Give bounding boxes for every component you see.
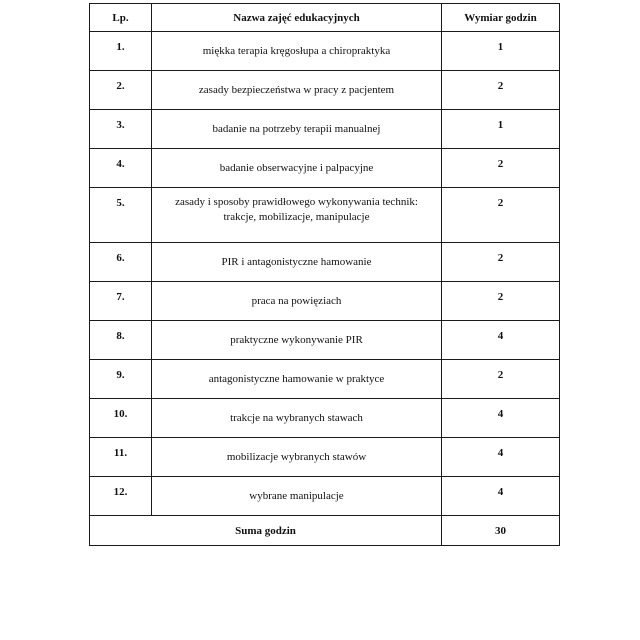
- row-number: 12.: [90, 477, 152, 516]
- course-hours: 2: [442, 360, 560, 399]
- course-name: badanie na potrzeby terapii manualnej: [152, 110, 442, 149]
- header-course-name: Nazwa zajęć edukacyjnych: [152, 4, 442, 32]
- course-hours: 2: [442, 71, 560, 110]
- row-number: 2.: [90, 71, 152, 110]
- course-name: PIR i antagonistyczne hamowanie: [152, 243, 442, 282]
- table-row: [90, 360, 560, 399]
- table-row: [90, 110, 560, 149]
- course-hours: 2: [442, 282, 560, 321]
- row-number: 8.: [90, 321, 152, 360]
- table-row: [90, 243, 560, 282]
- course-hours: 4: [442, 477, 560, 516]
- course-hours: 4: [442, 399, 560, 438]
- course-name: miękka terapia kręgosłupa a chiropraktyka: [152, 32, 442, 71]
- header-hours: Wymiar godzin: [442, 4, 560, 32]
- course-name: trakcje na wybranych stawach: [152, 399, 442, 438]
- course-hours: 1: [442, 32, 560, 71]
- row-number: 11.: [90, 438, 152, 477]
- table-row: [90, 399, 560, 438]
- table-row: [90, 149, 560, 188]
- course-name: badanie obserwacyjne i palpacyjne: [152, 149, 442, 188]
- course-hours: 1: [442, 110, 560, 149]
- table-row: [90, 32, 560, 71]
- row-number: 1.: [90, 32, 152, 71]
- table-row: [90, 438, 560, 477]
- row-number: 5.: [90, 188, 152, 243]
- row-number: 6.: [90, 243, 152, 282]
- course-hours: 2: [442, 188, 560, 243]
- course-hours: 4: [442, 438, 560, 477]
- row-number: 9.: [90, 360, 152, 399]
- table-row: [90, 477, 560, 516]
- sum-total-hours: 30: [442, 516, 560, 546]
- course-name: zasady bezpieczeństwa w pracy z pacjentem: [152, 71, 442, 110]
- row-number: 7.: [90, 282, 152, 321]
- course-hours: 2: [442, 149, 560, 188]
- course-hours: 4: [442, 321, 560, 360]
- row-number: 10.: [90, 399, 152, 438]
- header-lp: Lp.: [90, 4, 152, 32]
- course-name: wybrane manipulacje: [152, 477, 442, 516]
- table-row: [90, 282, 560, 321]
- course-name: zasady i sposoby prawidłowego wykonywania technik: trakcje, mobilizacje, manipulacje: [152, 188, 442, 243]
- course-name: praktyczne wykonywanie PIR: [152, 321, 442, 360]
- course-hours: 2: [442, 243, 560, 282]
- table-row: [90, 321, 560, 360]
- course-hours-table: [89, 3, 560, 546]
- table-row: [90, 71, 560, 110]
- row-number: 4.: [90, 149, 152, 188]
- sum-label: Suma godzin: [90, 516, 442, 546]
- table-header-row: [90, 4, 560, 32]
- table-row: [90, 188, 560, 243]
- course-name: praca na powięziach: [152, 282, 442, 321]
- table-sum-row: [90, 516, 560, 546]
- row-number: 3.: [90, 110, 152, 149]
- course-name: antagonistyczne hamowanie w praktyce: [152, 360, 442, 399]
- course-name: mobilizacje wybranych stawów: [152, 438, 442, 477]
